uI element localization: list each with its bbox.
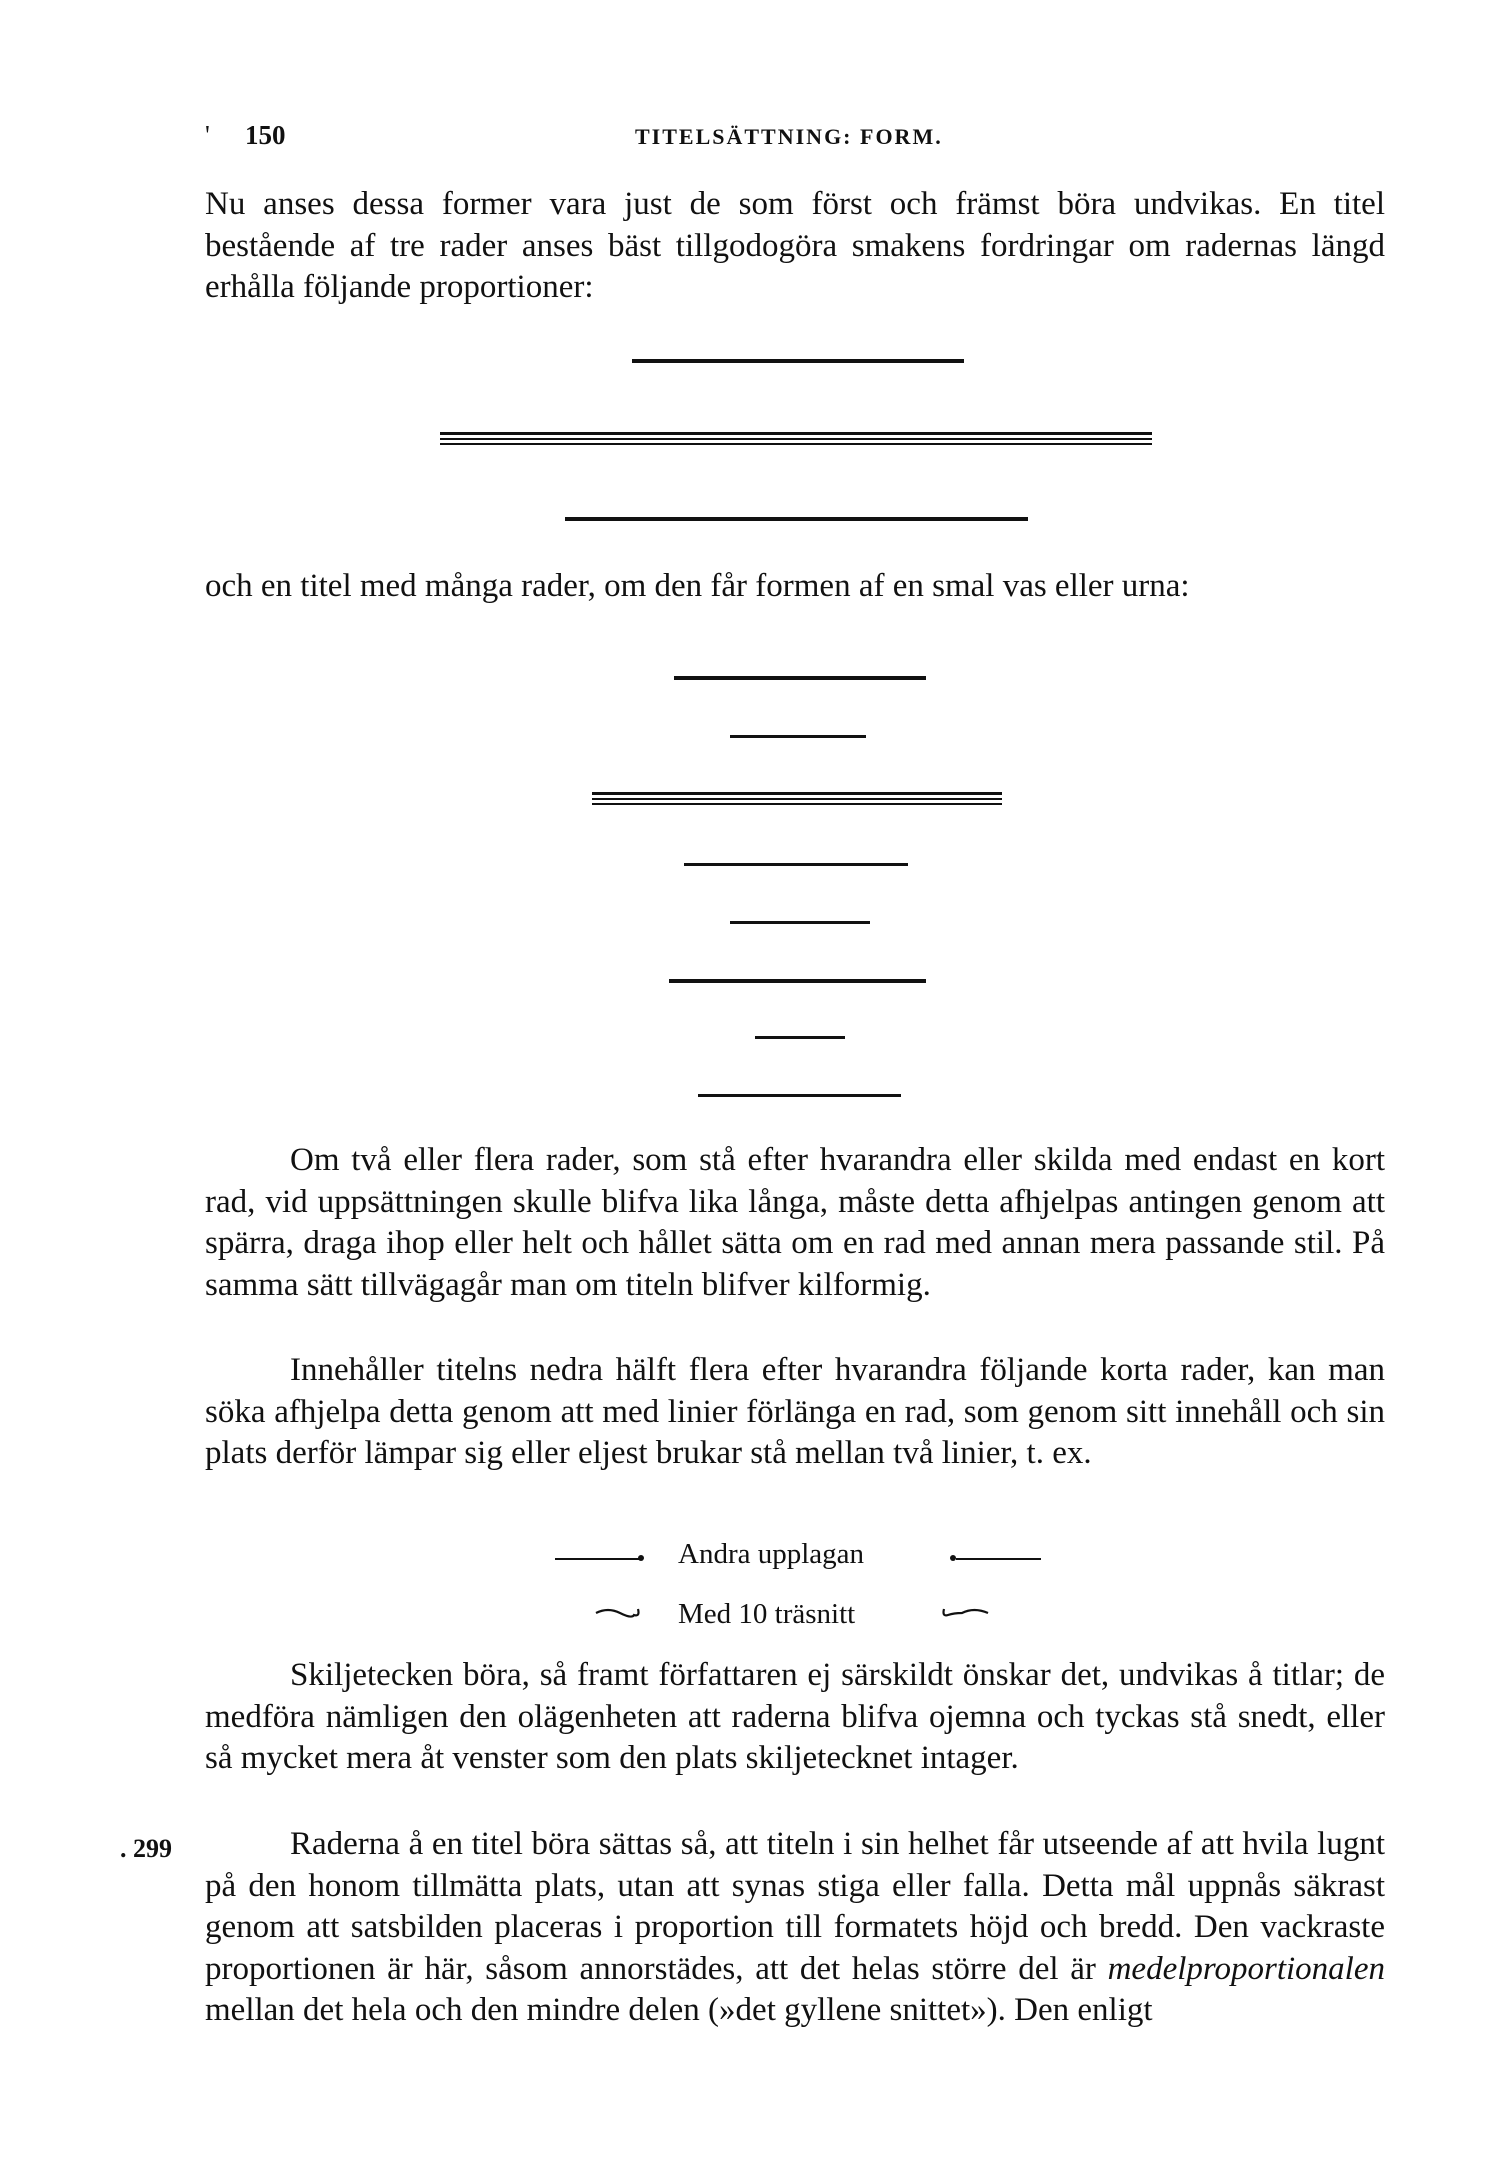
paragraph-3: Om två eller flera rader, som stå efter hvarandra eller skilda med endast en kort rad, vid uppsättningen skulle blifva lika långa, måste detta afhjelpas antingen genom att spärra, draga ihop eller helt och hållet sätta om en rad med annan mera passande stil. På samma sätt tillvägagår man om titeln blifver kilformig.: [205, 1142, 1385, 1303]
diagram-line-long-mid: [440, 438, 1152, 440]
diagram-line-medium: [565, 517, 1028, 521]
diagram-line-short: [632, 359, 964, 363]
vase-line-7: [755, 1036, 845, 1039]
diagram-line-long-bottom: [440, 443, 1152, 445]
vase-line-3b: [592, 798, 1002, 800]
paragraph-2: och en titel med många rader, om den får formen af en smal vas eller urna:: [205, 568, 1190, 604]
paragraph-5: Skiljetecken böra, så framt författaren ej särskildt önskar det, undvikas å titlar; de medföra nämligen den olägenheten att raderna blifva ojemna och tyckas stå snedt, eller så mycket mera åt venster som den plats skiljetecknet intager.: [205, 1657, 1385, 1777]
diagram-line-long-top: [440, 432, 1152, 435]
vase-line-1: [674, 676, 926, 680]
vase-line-8: [698, 1094, 901, 1097]
vase-line-4: [684, 863, 908, 866]
paragraph-6-text-b: mellan det hela och den mindre delen (»det gyllene snittet»). Den enligt: [205, 1992, 1153, 2029]
vase-line-6: [669, 979, 926, 983]
page-number: 150: [245, 120, 286, 150]
paragraph-4: Innehåller titelns nedra hälft flera efter hvarandra följande korta rader, kan man söka afhjelpa detta genom att med linier förlänga en rad, som genom sitt innehåll och sin plats derför lämpar sig eller eljest brukar stå mellan två linier, t. ex.: [205, 1352, 1385, 1472]
vase-line-3c: [592, 803, 1002, 805]
header-mark: ': [205, 120, 210, 150]
paragraph-6-italic-term: medelproportionalen: [1107, 1950, 1385, 1987]
example-rule-right-1: [956, 1558, 1041, 1560]
paragraph-1: Nu anses dessa former vara just de som först och främst böra undvikas. En titel bestående af tre rader anses bäst tillgodogöra smakens fordringar om radernas längd erhålla följande proportioner:: [205, 186, 1385, 306]
paragraph-6-text-a: Raderna å en titel böra sättas så, att titeln i sin helhet får utseende af att hvila lugnt på den honom tillmätta plats, utan att synas stiga eller falla. Detta mål uppnås säkrast genom att satsbilden placeras i proportion till formatets höjd och bredd. Den vackraste proportionen är här, såsom annorstädes, att det helas större del är: [205, 1826, 1385, 1987]
vase-line-2: [730, 735, 866, 738]
margin-section-number: . 299: [120, 1834, 172, 1863]
example-line-2: Med 10 träsnitt: [678, 1598, 856, 1630]
paragraph-6: [205, 1824, 1385, 2032]
example-swash-left: [594, 1603, 644, 1623]
example-swash-right: [940, 1603, 990, 1623]
example-dot-left: [638, 1555, 644, 1561]
example-rule-left-1: [555, 1558, 640, 1560]
vase-line-3a: [592, 792, 1002, 795]
vase-line-5: [730, 921, 870, 924]
running-title: TITELSÄTTNING: FORM.: [635, 124, 943, 149]
example-line-1: Andra upplagan: [678, 1538, 865, 1570]
page-header: [205, 120, 1385, 160]
